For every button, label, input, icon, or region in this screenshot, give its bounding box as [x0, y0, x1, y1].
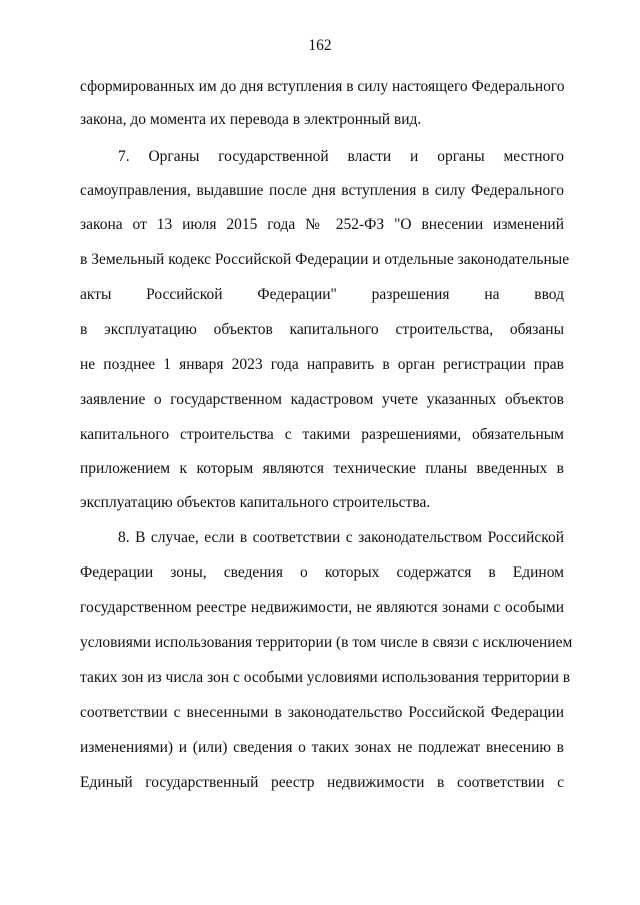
text-line: капитального строительства с такими разрешениями, обязательным [80, 426, 564, 443]
text-line: эксплуатацию объектов капитального строительства. [80, 494, 431, 511]
text-line: не позднее 1 января 2023 года направить в орган регистрации прав [80, 356, 564, 373]
text-line: соответствии с внесенными в законодательство Российской Федерации [80, 704, 564, 721]
paragraph-7-first-line: 7. Органы государственной власти и органы местного [118, 148, 564, 165]
text-line: заявление о государственном кадастровом учете указанных объектов [80, 391, 564, 408]
text-line: приложением к которым являются технические планы введенных в [80, 460, 564, 477]
text-line: государственном реестре недвижимости, не являются зонами с особыми [80, 599, 564, 616]
text-line: таких зон из числа зон с особыми условиями использования территории в [80, 669, 571, 686]
text-line: Федерации зоны, сведения о которых содержатся в Едином [80, 564, 564, 581]
text-line: Единый государственный реестр недвижимости в соответствии с [80, 774, 564, 791]
text-line: акты Российской Федерации" разрешения на ввод [80, 286, 564, 303]
text-line: сформированных им до дня вступления в силу настоящего Федерального [80, 78, 565, 95]
text-line: в эксплуатацию объектов капитального строительства, обязаны [80, 321, 564, 338]
page-number: 162 [308, 37, 332, 54]
text-line: закона, до момента их перевода в электронный вид. [80, 111, 422, 128]
text-line: условиями использования территории (в том числе в связи с исключением [80, 634, 573, 651]
text-line: самоуправления, выдавшие после дня вступления в силу Федерального [80, 182, 564, 199]
paragraph-8-first-line: 8. В случае, если в соответствии с законодательством Российской [118, 529, 564, 546]
text-line: изменениями) и (или) сведения о таких зонах не подлежат внесению в [80, 739, 564, 756]
text-line: в Земельный кодекс Российской Федерации и отдельные законодательные [80, 251, 570, 268]
text-line: закона от 13 июля 2015 года № 252-ФЗ "О внесении изменений [80, 216, 564, 233]
